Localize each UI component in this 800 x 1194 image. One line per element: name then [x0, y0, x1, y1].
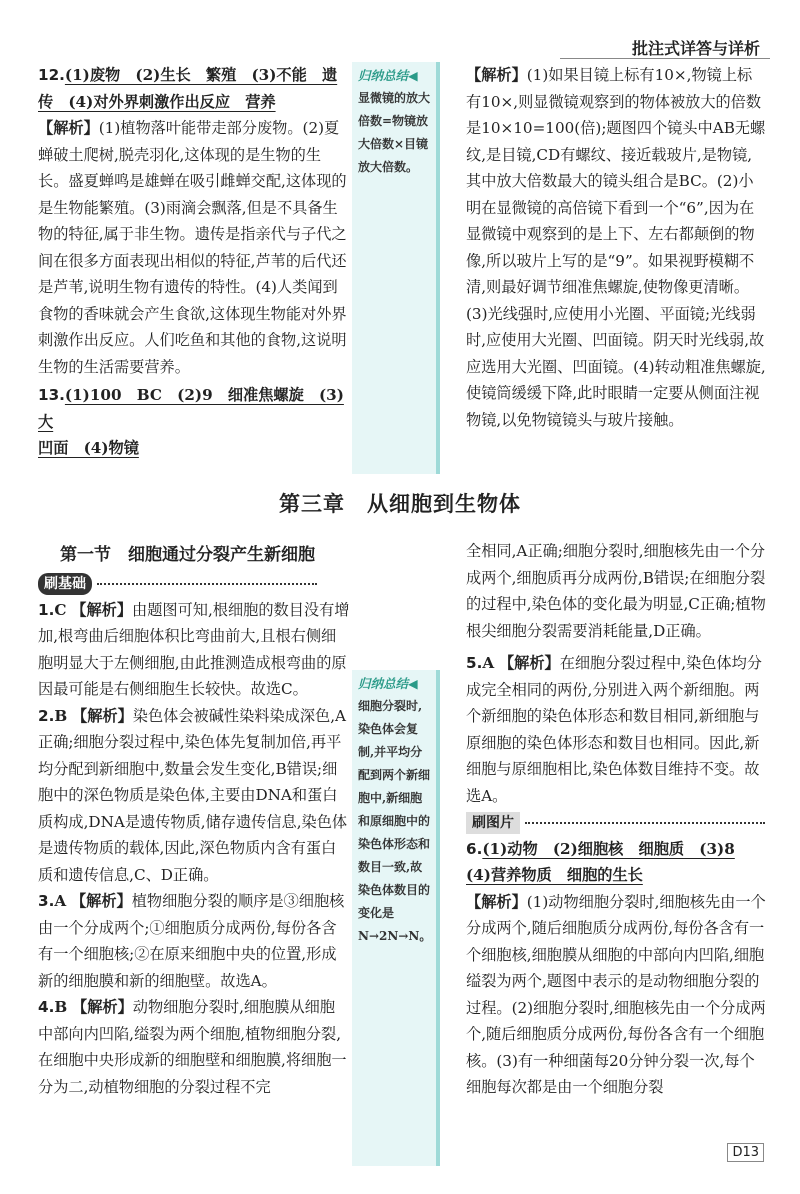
side-note-1-title: 归纳总结◀ [358, 68, 418, 83]
header-rule [560, 58, 770, 59]
q5-analysis-label: 【解析】 [498, 654, 560, 672]
q13-answer-1: (1)100 BC (2)9 细准焦螺旋 (3)大 [38, 386, 344, 431]
q1-analysis-label: 【解析】 [71, 600, 133, 619]
q13-analysis-label: 【解析】 [466, 66, 527, 84]
side-note-2-stripe [436, 670, 440, 1166]
side-note-summary-2 [352, 670, 440, 1166]
q2-analysis-label: 【解析】 [72, 706, 133, 725]
q5-number: 5. [466, 654, 483, 672]
section-title: 第一节 细胞通过分裂产生新细胞 [60, 545, 315, 565]
q6-analysis-text: (1)动物细胞分裂时,细胞核先由一个分成两个,随后细胞质分成两份,每份各含有一个细胞核,细胞膜从细胞的中部向内凹陷,细胞缢裂为两个,题图中表示的是动物细胞分裂的过程。(2)细胞分裂时,细胞核先由一个分成两个,随后细胞质分成两份,每份各含有一个细胞核。(3)有一种细菌每20分钟分裂一次,每个细胞每次都是由一个细胞分裂 [466, 892, 766, 1096]
q13-answer-line1 [38, 382, 350, 435]
q12-analysis-label: 【解析】 [38, 119, 99, 137]
q12-answer-2: 传 (4)对外界刺激作出反应 营养 [38, 92, 276, 111]
chapter-title: 第三章 从细胞到生物体 [279, 492, 521, 516]
q1-analysis-text: 由题图可知,根细胞的数目没有增加,根弯曲后细胞体积比弯曲前大,且根右侧细胞明显大于左侧细胞,由此推测造成根弯曲的原因最可能是右侧细胞生长较快。故选C。 [38, 600, 350, 698]
q4-answer: B [54, 998, 68, 1016]
q3 [38, 888, 350, 994]
dotted-rule-2 [525, 822, 765, 824]
side-note-2-text: 细胞分裂时,染色体会复制,并平均分配到两个新细胞中,新细胞和原细胞中的染色体形态和数目一致,故染色体数目的变化是N→2N→N。 [358, 699, 432, 943]
q6-number: 6. [466, 839, 483, 858]
q2-number: 2. [38, 706, 55, 725]
q1-number: 1. [38, 600, 55, 619]
basic-exercises [38, 570, 350, 1100]
q3-analysis-text: 植物细胞分裂的顺序是③细胞核由一个分成两个;①细胞质分成两份,每份各含有一个细胞核;②在原来细胞中央的位置,形成新的细胞膜和新的细胞壁。故选A。 [38, 892, 345, 990]
q2-answer: B [54, 706, 68, 725]
picture-tag: 刷图片 [466, 812, 520, 834]
q3-answer: A [54, 892, 67, 910]
q3-number: 3. [38, 892, 55, 910]
side-note-summary-1 [352, 62, 440, 474]
q13-answer-2: 凹面 (4)物镜 [38, 439, 139, 457]
q4-number: 4. [38, 998, 55, 1016]
q2-analysis-text: 染色体会被碱性染料染成深色,A正确;细胞分裂过程中,染色体先复制加倍,再平均分配到新细胞中,数量会发生变化,B错误;细胞中的深色物质是染色体,主要由DNA和蛋白质构成,DNA是遗传物质,储存遗传信息,染色体是遗传物质的载体,因此,深色物质内含有蛋白质和遗传信息,C、D正确。 [38, 706, 348, 884]
q12-number: 12. [38, 66, 65, 84]
q3-analysis-label: 【解析】 [70, 892, 132, 910]
q6-analysis [466, 889, 766, 1101]
q12-analysis-text: (1)植物落叶能带走部分废物。(2)夏蝉破土爬树,脱壳羽化,这体现的是生物的生长。盛夏蝉鸣是雄蝉在吸引雌蝉交配,这体现的是生物能繁殖。(3)雨滴会飘落,但是不具备生物的特征,属于非生物。遗传是指亲代与子代之间在很多方面表现出相似的特征,芦苇的后代还是芦苇,说明生物有遗传的特性。(4)人类闻到食物的香味就会产生食欲,这体现生物能对外界刺激作出反应。人们吃鱼和其他的食物,这说明生物的生活需要营养。 [38, 119, 347, 376]
q6-answer-line2 [466, 862, 766, 889]
q12-answer-line2 [38, 89, 350, 116]
q5-analysis-text: 在细胞分裂过程中,染色体均分成完全相同的两份,分别进入两个新细胞。两个新细胞的染色体形态和数目相同,新细胞与原细胞的染色体形态和数目也相同。因此,新细胞与原细胞相比,染色体数目维持不变。故选A。 [466, 654, 762, 805]
q13-analysis [466, 62, 766, 433]
q12-analysis [38, 115, 350, 380]
q4-analysis-text: 动物细胞分裂时,细胞膜从细胞中部向内凹陷,缢裂为两个细胞,植物细胞分裂,在细胞中央形成新的细胞壁和细胞膜,将细胞一分为二,动植物细胞的分裂过程不完 [38, 998, 347, 1096]
q13-analysis-text: (1)如果目镜上标有10×,物镜上标有10×,则显微镜观察到的物体被放大的倍数是10×10=100(倍);题图四个镜头中AB无螺纹,是目镜,CD有螺纹、接近载玻片,是物镜,其中放大倍数最大的镜头组合是BC。(2)小明在显微镜的高倍镜下看到一个“6”,因为在显微镜中观察到的是上下、左右都颠倒的物像,所以玻片上写的是“9”。如果视野模糊不清,则最好调节细准焦螺旋,使物像更清晰。(3)光线强时,应使用小光圈、平面镜;光线弱时,应使用大光圈、凹面镜。阴天时光线弱,故应选用大光圈、凹面镜。(4)转动粗准焦螺旋,使镜筒缓缓下降,此时眼睛一定要从侧面注视物镜,以免物镜镜头与玻片接触。 [466, 66, 766, 429]
right-column-bottom [466, 538, 766, 1101]
dotted-rule [97, 583, 317, 585]
q5-answer: A [482, 654, 495, 672]
basic-tag-row [38, 570, 350, 597]
q5 [466, 650, 766, 809]
q6-answer-2: (4)营养物质 细胞的生长 [466, 866, 643, 884]
q12-answer-line1 [38, 62, 350, 89]
q2 [38, 703, 350, 889]
q6-answer-1: (1)动物 (2)细胞核 细胞质 (3)8 [482, 839, 735, 858]
q4-analysis-label: 【解析】 [72, 998, 133, 1016]
q13-answer-line2 [38, 435, 350, 462]
q12-block [38, 62, 350, 462]
q13-number: 13. [38, 386, 65, 404]
q4 [38, 994, 350, 1100]
q6-answer-line1 [466, 836, 766, 863]
q12-answer-1: (1)废物 (2)生长 繁殖 (3)不能 遗 [64, 66, 338, 84]
page-number: D13 [727, 1143, 764, 1162]
running-header: 批注式详答与详析 [631, 39, 760, 58]
q1 [38, 597, 350, 703]
q4-continued: 全相同,A正确;细胞分裂时,细胞核先由一个分成两个,细胞质再分成两份,B错误;在细胞分裂的过程中,染色体的变化最为明显,C正确;植物根尖细胞分裂需要消耗能量,D正确。 [466, 542, 766, 640]
basic-tag: 刷基础 [38, 573, 92, 595]
side-note-1-text: 显微镜的放大倍数=物镜放大倍数×目镜放大倍数。 [358, 91, 431, 174]
q6-analysis-label: 【解析】 [466, 892, 527, 911]
side-note-2-title: 归纳总结◀ [358, 676, 418, 691]
q1-answer: C [54, 600, 67, 619]
pic-tag-row [466, 809, 766, 836]
side-note-1-stripe [436, 62, 440, 474]
